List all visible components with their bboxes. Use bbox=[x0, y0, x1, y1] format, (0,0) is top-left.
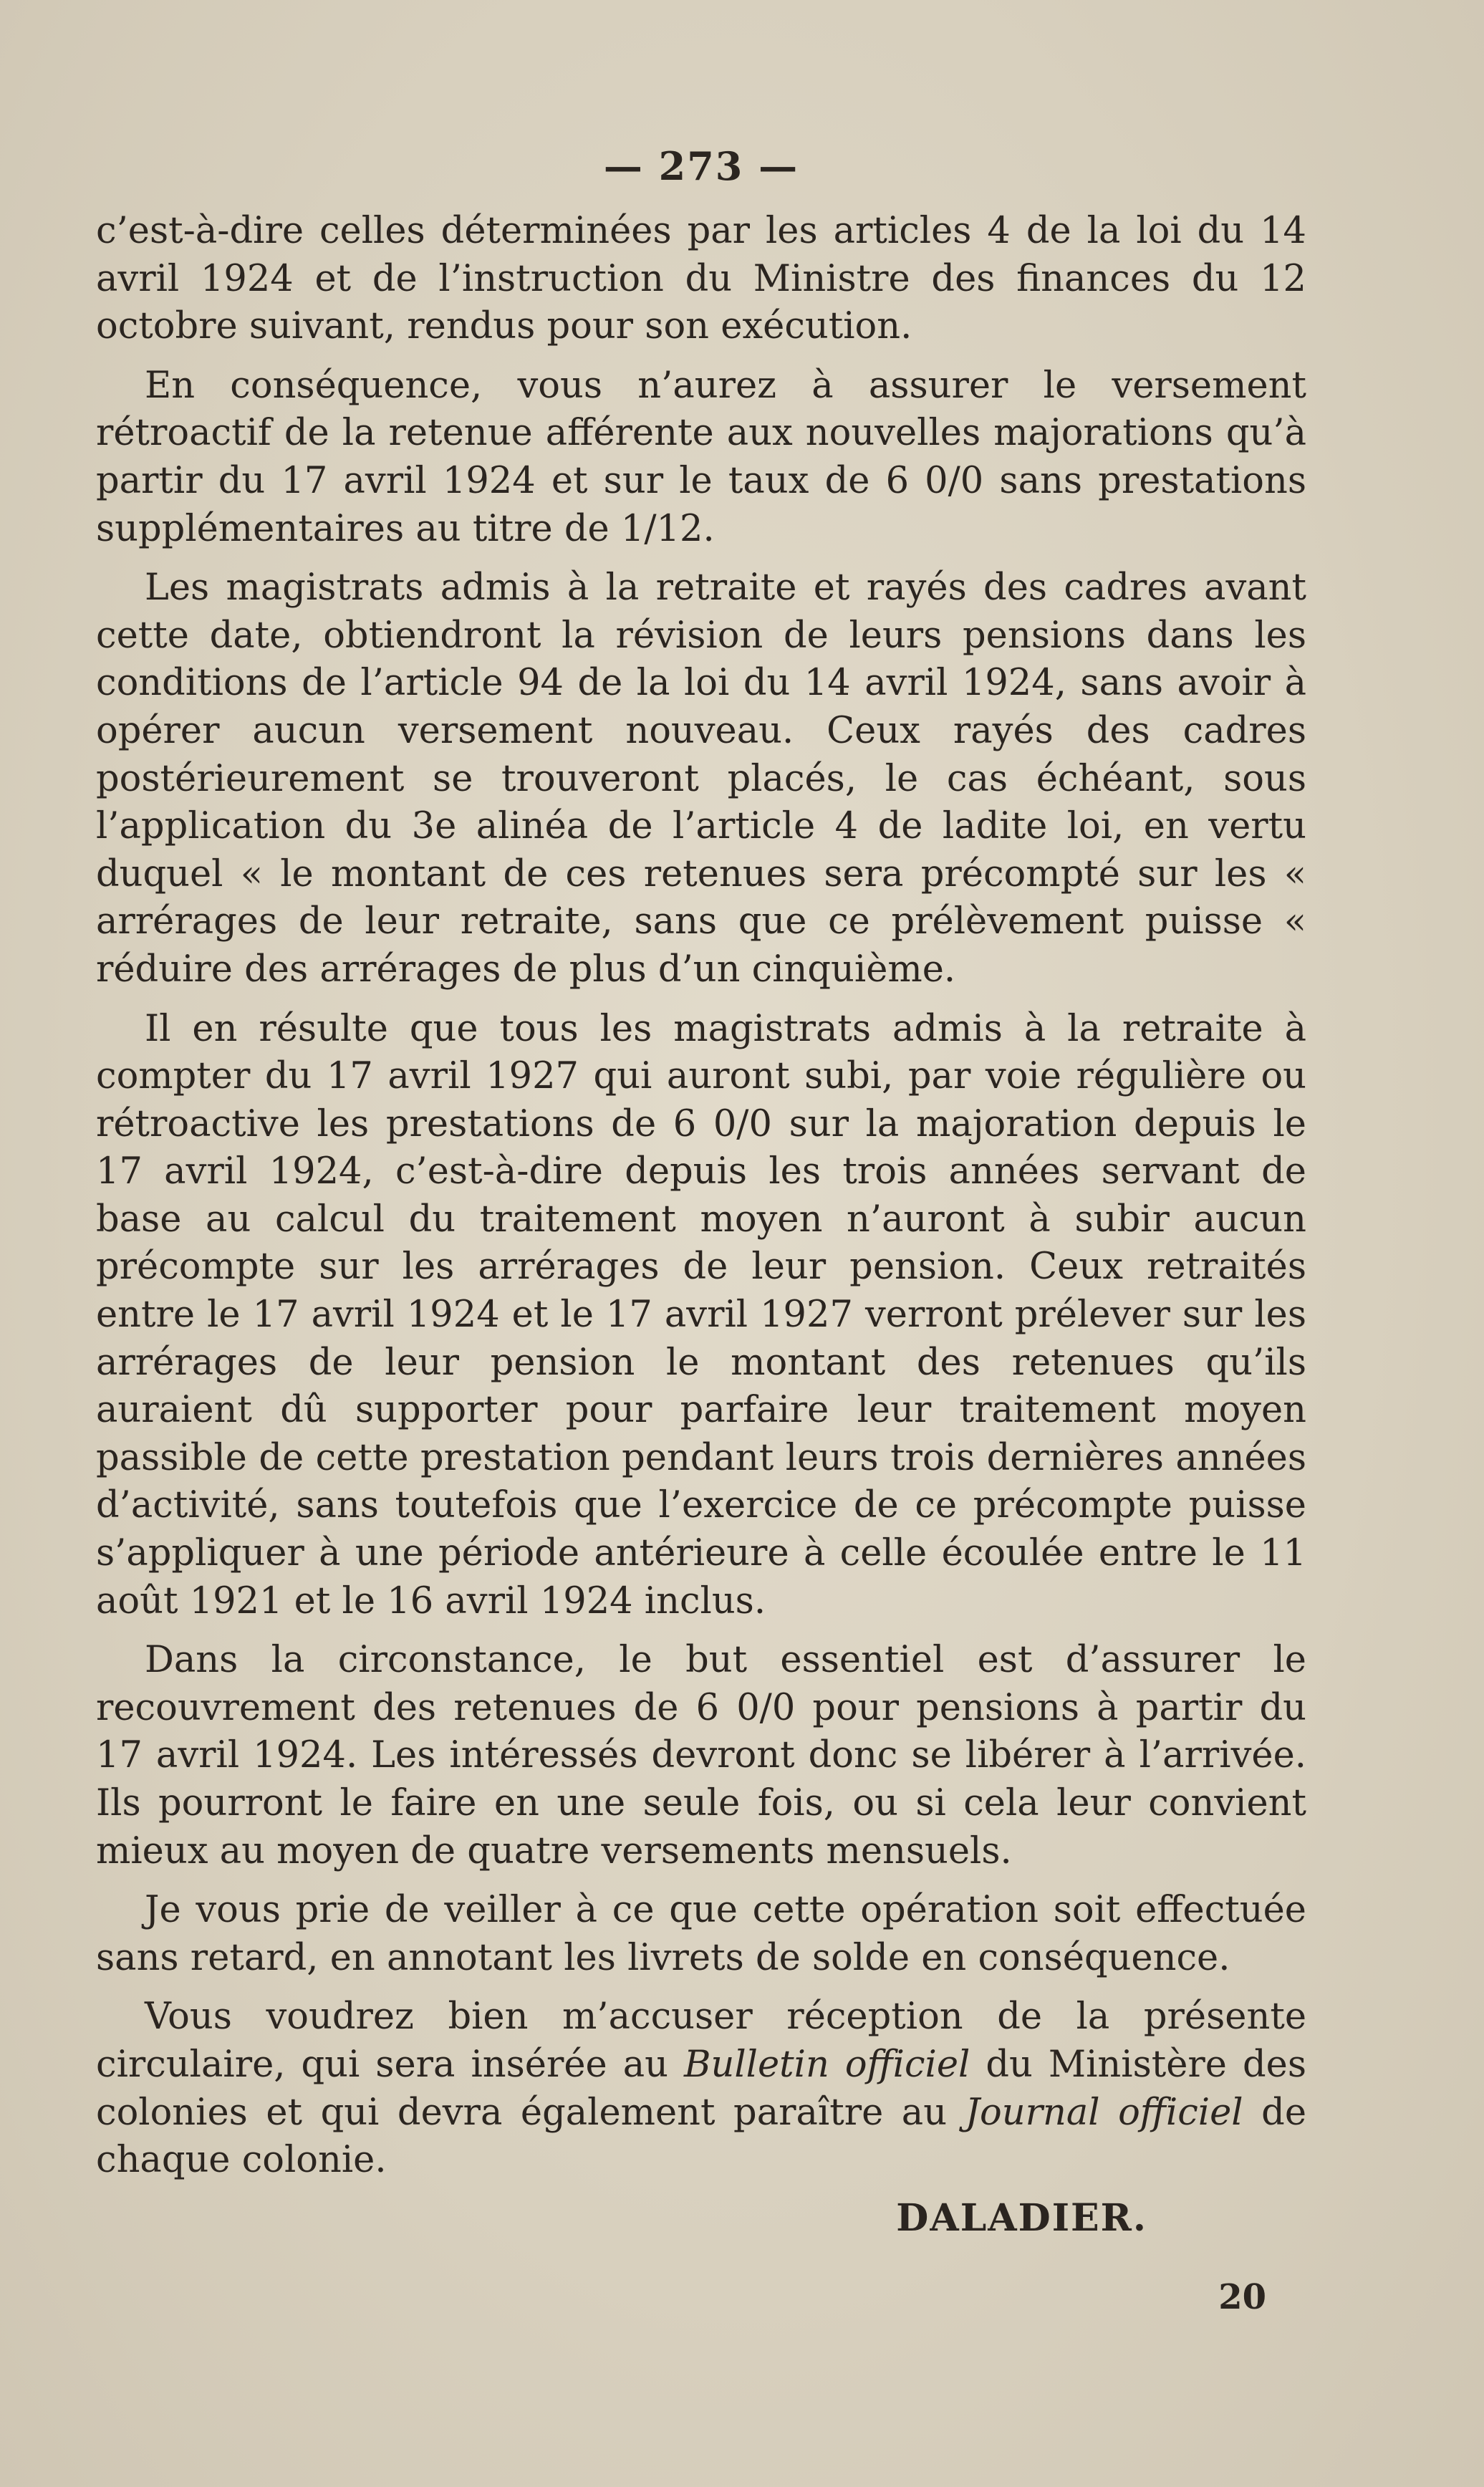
sheet-mark: 20 bbox=[1218, 2276, 1266, 2317]
bulletin-officiel-title: Bulletin officiel bbox=[684, 2043, 970, 2086]
paragraph-1: c’est-à-dire celles déterminées par les articles 4 de la loi du 14 avril 1924 et de l’instruction du Ministre des finances du 12 octobre suivant, rendus pour son exécution. bbox=[96, 210, 1306, 348]
signature: DALADIER. bbox=[896, 2195, 1147, 2240]
paragraph-2: En conséquence, vous n’aurez à assurer le versement rétroactif de la retenue afférente aux nouvelles majorations qu’à partir du 17 avril 1924 et sur le taux de 6 0/0 sans prestations supplémentaires au titre de 1/12. bbox=[96, 364, 1306, 550]
paragraph-4: Il en résulte que tous les magistrats admis à la retraite à compter du 17 avril 1927 qui auront subi, par voie régulière ou rétroactive les prestations de 6 0/0 sur la majoration depuis le 17 avril 1924, c’est-à-dire depuis les trois années servant de base au calcul du traitement moyen n’auront à subir aucun précompte sur les arrérages de leur pension. Ceux retraités entre le 17 avril 1924 et le 17 avril 1927 verront prélever sur les arrérages de leur pension le montant des retenues qu’ils auraient dû supporter pour parfaire leur traitement moyen passible de cette prestation pendant leurs trois dernières années d’activité, sans toutefois que l’exercice de ce précompte puisse s’appliquer à une période antérieure à celle écoulée entre le 11 août 1921 et le 16 avril 1924 inclus. bbox=[96, 1007, 1306, 1622]
document-content bbox=[96, 143, 1306, 2317]
paragraph-6: Je vous prie de veiller à ce que cette opération soit effectuée sans retard, en annotant les livrets de solde en conséquence. bbox=[96, 1889, 1306, 1979]
closing-text-start: Vous voudrez bien m’accuser réception de la présente circulaire, qui sera insérée au bbox=[96, 1996, 1306, 2086]
closing-text-middle: du Ministère des colonies et qui devra également paraître au bbox=[96, 2043, 1306, 2134]
journal-officiel-title: Journal officiel bbox=[965, 2091, 1243, 2134]
closing-paragraph bbox=[96, 1993, 1306, 2184]
page-number: — 273 — bbox=[603, 143, 799, 189]
paragraph-3: Les magistrats admis à la retraite et rayés des cadres avant cette date, obtiendront la révision de leurs pensions dans les conditions de l’article 94 de la loi du 14 avril 1924, sans avoir à opérer aucun versement nouveau. Ceux rayés des cadres postérieurement se trouveront placés, le cas échéant, sous l’application du 3e alinéa de l’article 4 de ladite loi, en vertu duquel « le montant de ces retenues sera précompté sur les « arrérages de leur retraite, sans que ce prélèvement puisse « réduire des arrérages de plus d’un cinquième. bbox=[96, 567, 1306, 991]
closing-text-end: de chaque colonie. bbox=[96, 2091, 1307, 2182]
paragraph-5: Dans la circonstance, le but essentiel est d’assurer le recouvrement des retenues de 6 0/0 pour pensions à partir du 17 avril 1924. Les intéressés devront donc se libérer à l’arrivée. Ils pourront le faire en une seule fois, ou si cela leur convient mieux au moyen de quatre versements mensuels. bbox=[96, 1639, 1306, 1872]
